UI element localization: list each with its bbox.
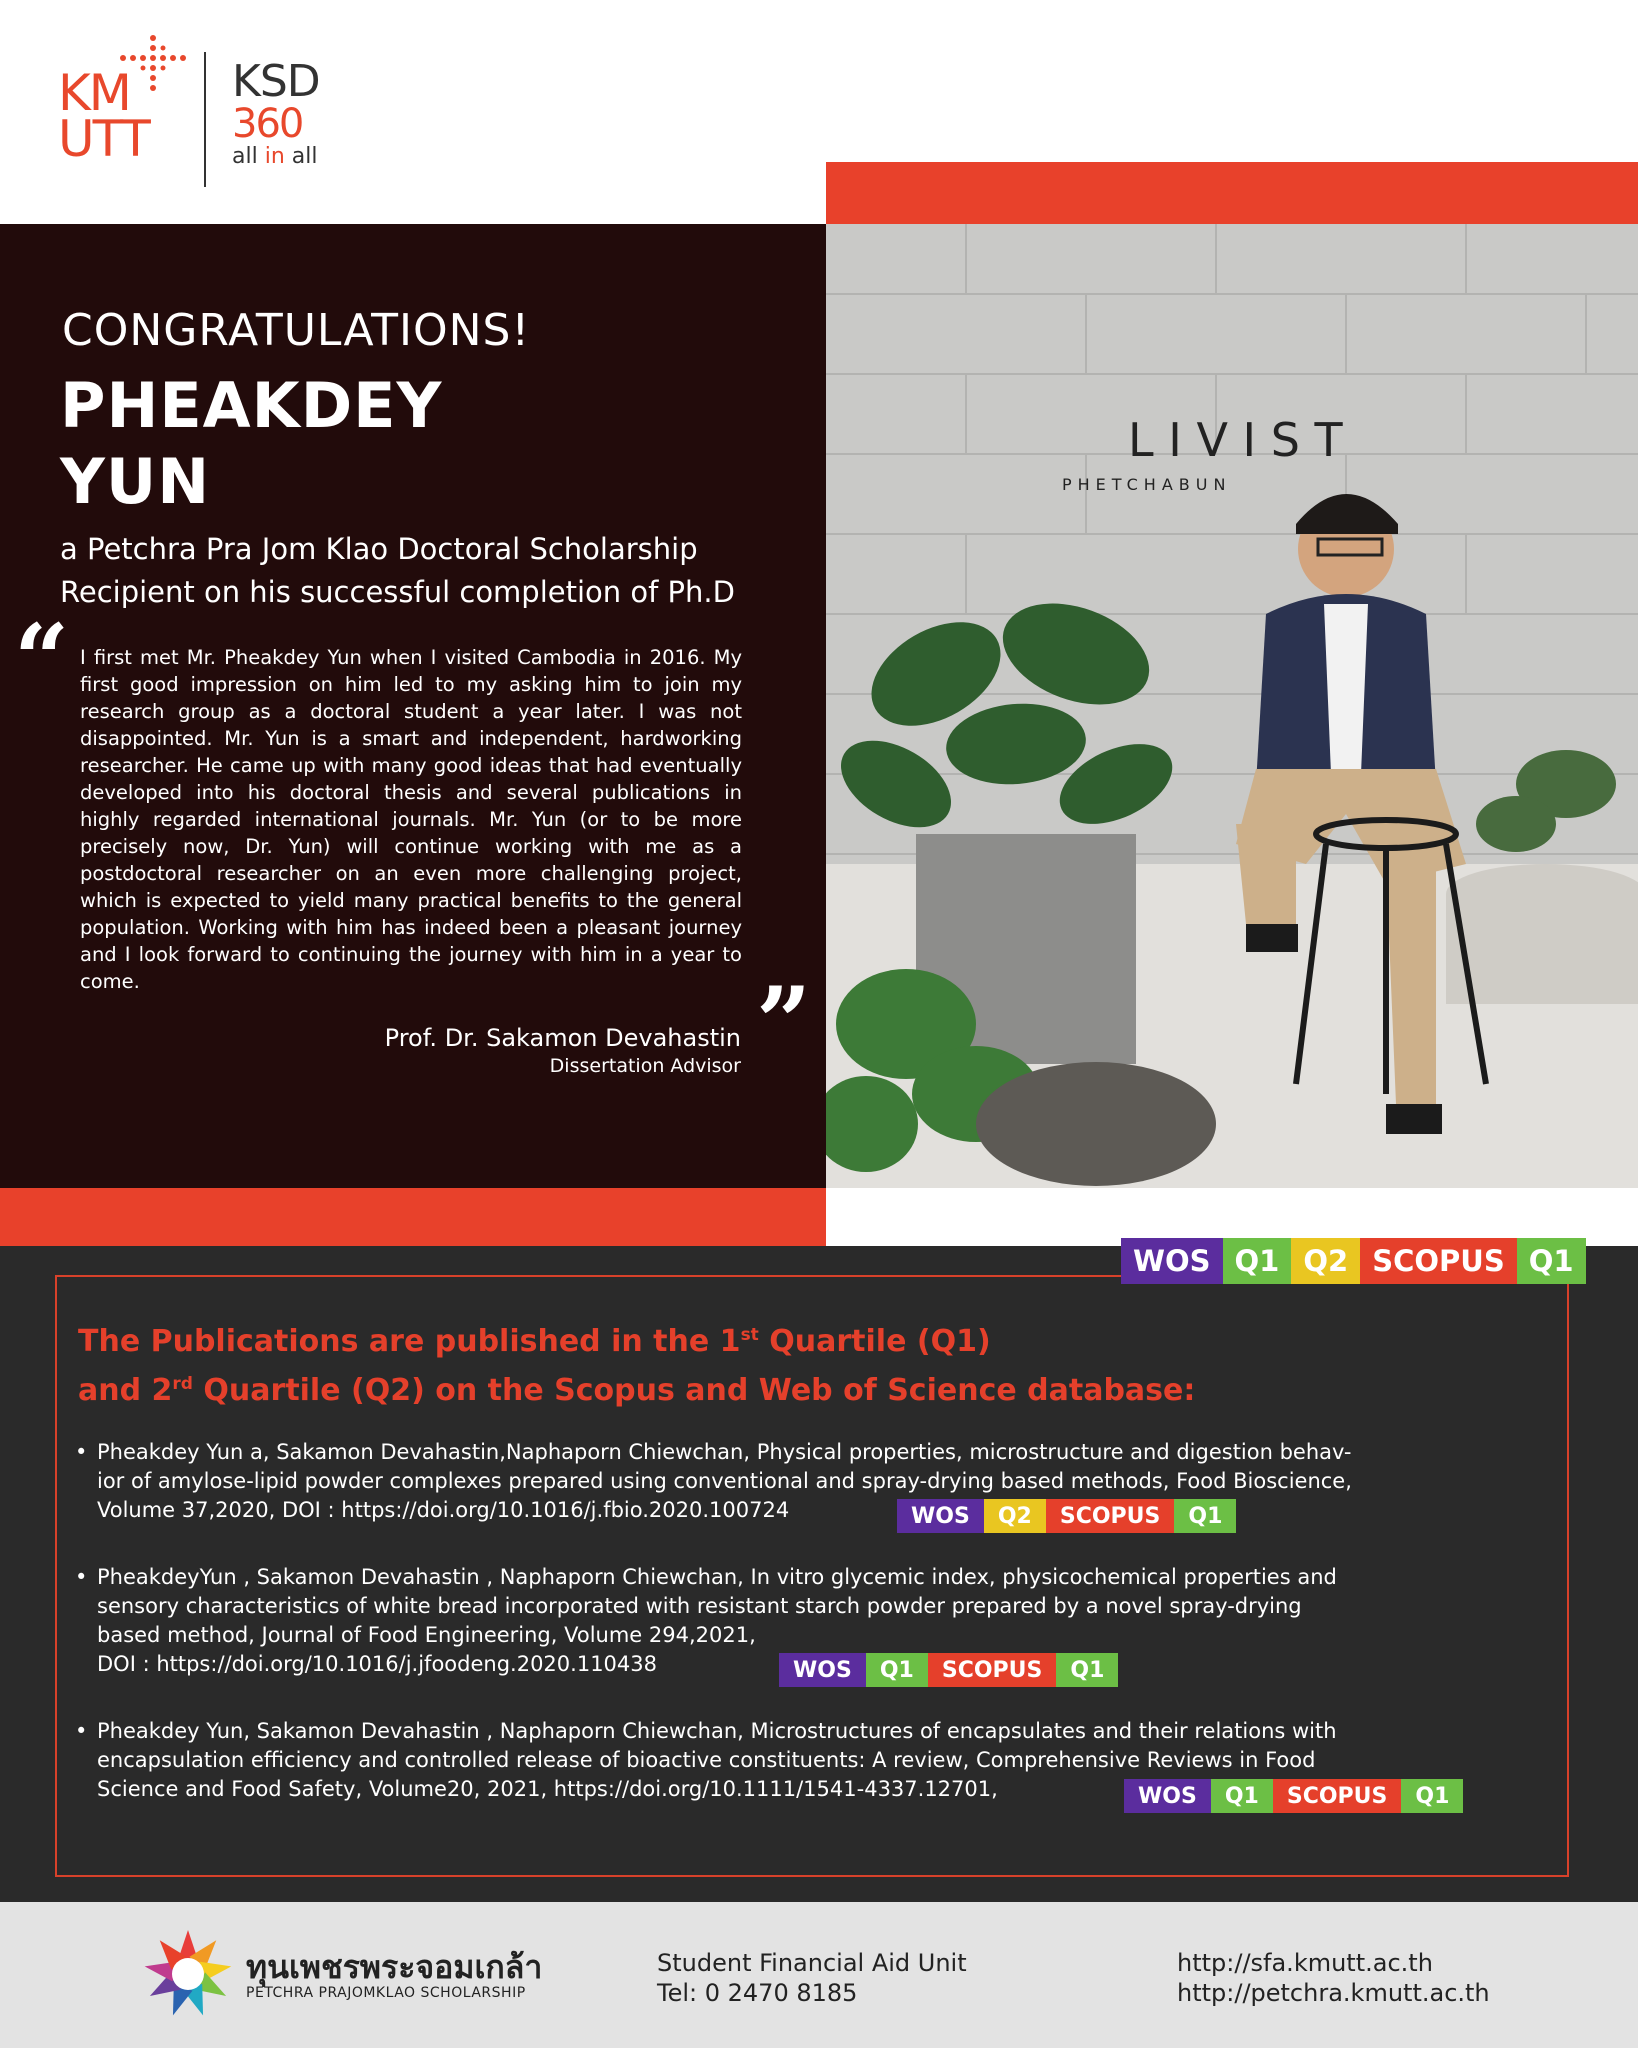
badge-scopus: SCOPUS <box>1273 1779 1402 1813</box>
publications-heading-line2: and 2rd Quartile (Q2) on the Scopus and Web of Science database: <box>78 1373 1196 1408</box>
advisor-quote: I first met Mr. Pheakdey Yun when I visited Cambodia in 2016. My first good impression on him led to my asking him to join my research group as a doctoral student a year later. I was not disappointed. Mr. Yun is a smart and independent, hardworking researcher. He came up with many good ideas that had eventually developed into his doctoral thesis and several publications in highly regarded international journals. Mr. Yun (or to be more precisely now, Dr. Yun) will continue working with me as a postdoctoral researcher on an even more challenging project, which is expected to yield many practical benefits to the general population. Working with him has indeed been a pleasant journey and I look forward to continuing the journey with him in a year to come. <box>80 646 742 993</box>
badge-wos: WOS <box>1124 1779 1211 1813</box>
ksd-logo-line2: 360 <box>232 101 303 147</box>
badge-q1: Q1 <box>1401 1779 1463 1813</box>
portrait-photo-illustration <box>826 224 1638 1188</box>
publication-1-badges <box>897 1499 1236 1533</box>
bullet-icon: • <box>75 1440 88 1464</box>
footer-link-sfa[interactable]: http://sfa.kmutt.ac.th <box>1177 1949 1433 1977</box>
badge-scopus: SCOPUS <box>928 1653 1057 1687</box>
badge-q1: Q1 <box>1056 1653 1118 1687</box>
publication-citation: PheakdeyYun , Sakamon Devahastin , Naphaporn Chiewchan, In vitro glycemic index, physicochemical properties and sensory characteristics of white bread incorporated with resistant starch powder prepared by a novel spray-drying based method, Journal of Food Engineering, Volume 294,2021, DOI : https://doi.org/10.1016/j.jfoodeng.2020.110438 <box>97 1565 1337 1676</box>
badge-q2: Q2 <box>984 1499 1046 1533</box>
publications-heading <box>78 1314 1478 1412</box>
petchra-scholarship-logo-icon <box>142 1928 234 2020</box>
close-quote-icon: ” <box>756 966 812 1079</box>
badge-q1: Q1 <box>866 1653 928 1687</box>
badge-q1: Q1 <box>1223 1238 1292 1284</box>
publication-item <box>75 1438 1565 1538</box>
badge-wos: WOS <box>897 1499 984 1533</box>
quote-signature <box>385 1022 741 1078</box>
ksd-360-logo <box>232 56 320 170</box>
scholarship-name-english: PETCHRA PRAJOMKLAO SCHOLARSHIP <box>246 1985 526 2001</box>
signer-role: Dissertation Advisor <box>549 1055 741 1077</box>
badge-wos: WOS <box>1121 1238 1223 1284</box>
publication-3-badges <box>1124 1779 1463 1813</box>
bullet-icon: • <box>75 1565 88 1589</box>
badge-q1: Q1 <box>1174 1499 1236 1533</box>
ksd-logo-line1: KSD <box>232 56 320 107</box>
recipient-subtitle <box>60 528 800 614</box>
footer-contact <box>657 1948 967 2008</box>
red-accent-bar-bottom <box>0 1188 826 1246</box>
ksd-logo-tagline: all in all <box>232 144 318 169</box>
open-quote-icon: “ <box>14 603 70 716</box>
logo-divider <box>204 52 206 187</box>
scholarship-name-thai: ทุนเพชรพระจอมเกล้า <box>246 1948 543 1986</box>
header-index-badges <box>1121 1238 1586 1284</box>
badge-q1: Q1 <box>1517 1238 1586 1284</box>
badge-q1: Q1 <box>1211 1779 1273 1813</box>
publication-2-badges <box>779 1653 1118 1687</box>
footer-links <box>1177 1948 1490 2008</box>
publication-citation: Pheakdey Yun a, Sakamon Devahastin,Naphaporn Chiewchan, Physical properties, microstructure and digestion behav- ior of amylose-lipid powder complexes prepared using conventional and spray-drying based methods, Food Bioscience, Volume 37,2020, DOI : https://doi.org/10.1016/j.fbio.2020.100724 <box>97 1440 1352 1522</box>
red-accent-bar-top <box>826 162 1638 224</box>
signer-name: Prof. Dr. Sakamon Devahastin <box>384 1024 741 1052</box>
badge-scopus: SCOPUS <box>1360 1238 1517 1284</box>
congratulations-heading: CONGRATULATIONS! <box>62 305 531 356</box>
footer-link-petchra[interactable]: http://petchra.kmutt.ac.th <box>1177 1979 1490 2007</box>
footer-unit-name: Student Financial Aid Unit <box>657 1949 967 1977</box>
kmutt-logo-text: KM UTT <box>58 64 149 168</box>
subtitle-line2: Recipient on his successful completion of Ph.D <box>60 575 735 609</box>
phetchabun-sign-text: PHETCHABUN <box>1062 475 1232 494</box>
footer-tel: Tel: 0 2470 8185 <box>657 1979 858 2007</box>
badge-wos: WOS <box>779 1653 866 1687</box>
badge-q2: Q2 <box>1291 1238 1360 1284</box>
publication-citation: Pheakdey Yun, Sakamon Devahastin , Naphaporn Chiewchan, Microstructures of encapsulates and their relations with encapsulation efficiency and controlled release of bioactive constituents: A review, Comprehensive Reviews in Food Science and Food Safety, Volume20, 2021, https://doi.org/10.1111/1541-4337.12701, <box>97 1719 1337 1801</box>
bullet-icon: • <box>75 1719 88 1743</box>
badge-scopus: SCOPUS <box>1046 1499 1175 1533</box>
subtitle-line1: a Petchra Pra Jom Klao Doctoral Scholarship <box>60 532 698 566</box>
portrait-photo <box>826 224 1638 1188</box>
publications-heading-line1: The Publications are published in the 1st Quartile (Q1) <box>78 1324 991 1359</box>
recipient-name-line1: PHEAKDEY <box>60 369 443 442</box>
recipient-name-line2: YUN <box>60 445 211 518</box>
recipient-name <box>60 368 442 520</box>
livist-sign-text: L I V I S T <box>1128 413 1343 467</box>
kmutt-logo <box>58 50 198 170</box>
